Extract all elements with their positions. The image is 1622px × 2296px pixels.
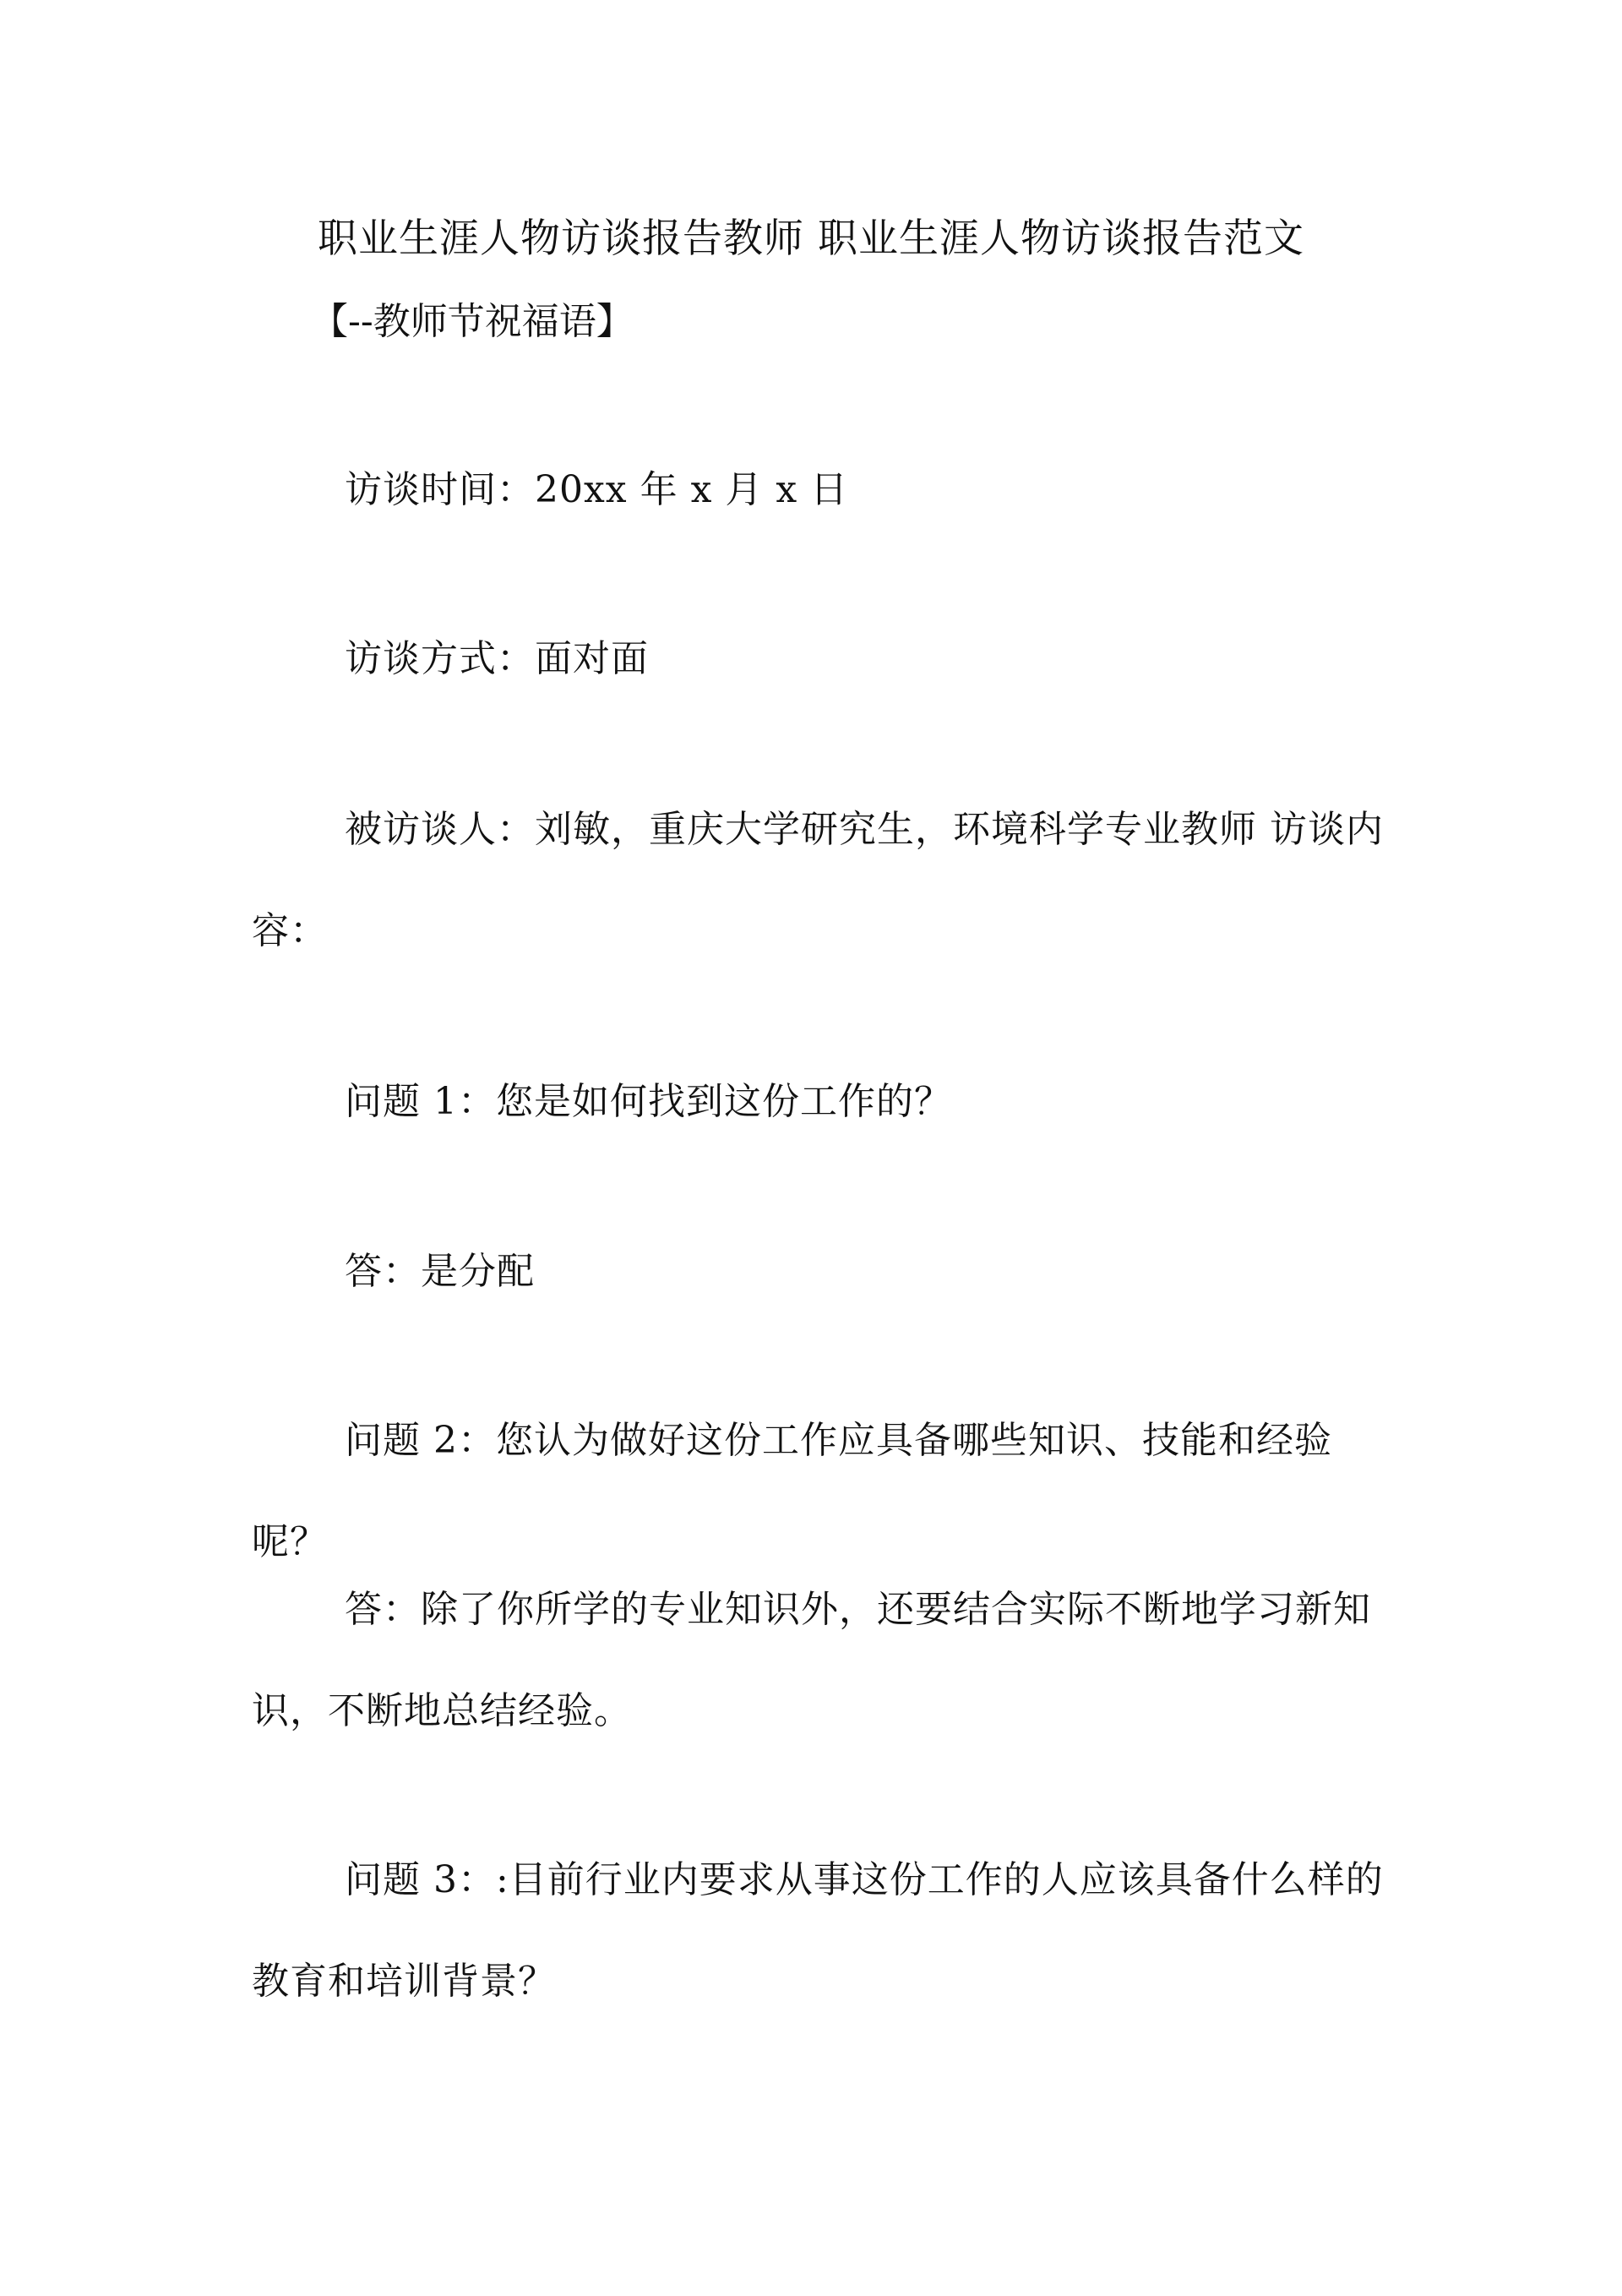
answer-2: 答：除了你所学的专业知识外，还要结合实际不断地学习新知识，不断地总结经验。 (252, 1588, 1371, 1732)
question-3: 问题 3：:目前行业内要求从事这份工作的人应该具备什么样的教育和培训背景？ (252, 1858, 1384, 2003)
answer-1: 答：是分配 (345, 1250, 535, 1293)
document-title: 职业生涯人物访谈报告教师 职业生涯人物访谈报告范文 (318, 215, 1304, 262)
interview-method: 访谈方式：面对面 (345, 637, 649, 680)
interviewee-info: 被访谈人：刘敏，重庆大学研究生，环境科学专业教师 访谈内容： (252, 808, 1384, 952)
question-2: 问题 2：您认为做好这份工作应具备哪些知识、技能和经验呢？ (252, 1419, 1332, 1563)
interview-time: 访谈时间：20xx 年 x 月 x 日 (345, 468, 849, 511)
question-1: 问题 1：您是如何找到这份工作的？ (345, 1080, 952, 1123)
document-subtitle: 【--教师节祝福语】 (311, 300, 634, 343)
